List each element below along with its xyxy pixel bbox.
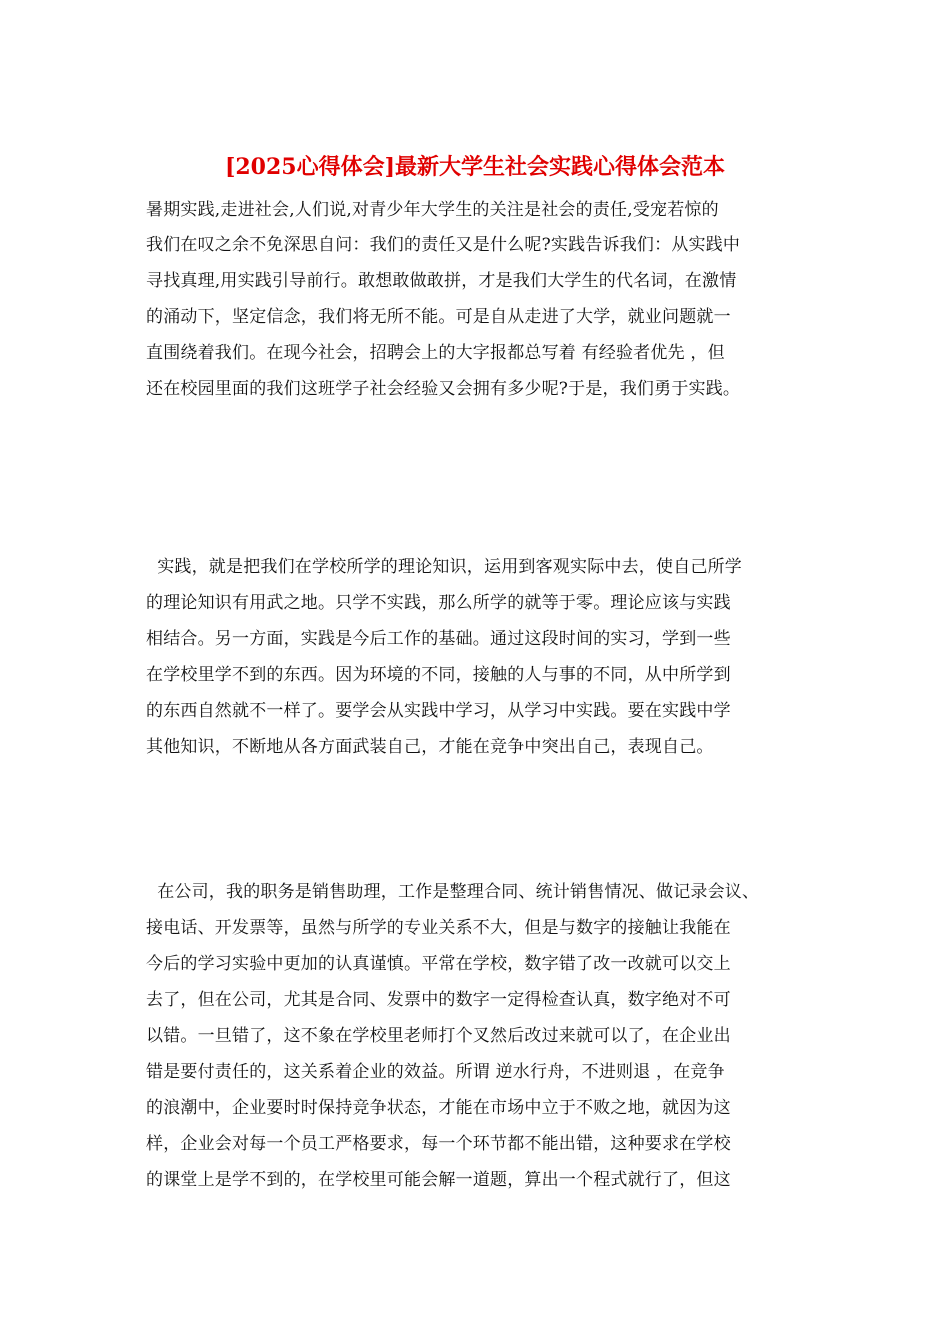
paragraph-2-line-3: 相结合。另一方面，实践是今后工作的基础。通过这段时间的实习，学到一些 [146,629,731,649]
paragraph-2-line-6: 其他知识，不断地从各方面武装自己，才能在竞争中突出自己，表现自己。 [146,737,714,757]
paragraph-2-line-5: 的东西自然就不一样了。要学会从实践中学习，从学习中实践。要在实践中学 [146,701,731,721]
paragraph-1-line-5: 直围绕着我们。在现今社会，招聘会上的大字报都总写着 有经验者优先 ，但 [146,343,725,363]
paragraph-3-line-7: 的浪潮中，企业要时时保持竞争状态，才能在市场中立于不败之地，就因为这 [146,1098,731,1118]
paragraph-2-line-1: 实践，就是把我们在学校所学的理论知识，运用到客观实际中去，使自己所学 [146,557,743,577]
document-title: [2025心得体会]最新大学生社会实践心得体会范本 [224,154,726,180]
paragraph-3-line-1: 在公司，我的职务是销售助理，工作是整理合同、统计销售情况、做记录会议、 [146,882,760,902]
paragraph-2-line-2: 的理论知识有用武之地。只学不实践，那么所学的就等于零。理论应该与实践 [146,593,731,613]
paragraph-3-line-4: 去了，但在公司，尤其是合同、发票中的数字一定得检查认真，数字绝对不可 [146,990,731,1010]
paragraph-1-line-4: 的涌动下，坚定信念，我们将无所不能。可是自从走进了大学，就业问题就一 [146,307,731,327]
paragraph-1-line-6: 还在校园里面的我们这班学子社会经验又会拥有多少呢?于是，我们勇于实践。 [146,379,741,399]
paragraph-1-line-1: 暑期实践,走进社会,人们说,对青少年大学生的关注是社会的责任,受宠若惊的 [146,200,719,220]
paragraph-3-line-9: 的课堂上是学不到的，在学校里可能会解一道题，算出一个程式就行了，但这 [146,1170,731,1190]
paragraph-1-line-2: 我们在叹之余不免深思自问：我们的责任又是什么呢?实践告诉我们：从实践中 [146,235,741,255]
paragraph-1-line-3: 寻找真理,用实践引导前行。敢想敢做敢拼，才是我们大学生的代名词，在激情 [146,271,737,291]
paragraph-3-line-8: 样，企业会对每一个员工严格要求，每一个环节都不能出错，这种要求在学校 [146,1134,731,1154]
paragraph-3-line-3: 今后的学习实验中更加的认真谨慎。平常在学校，数字错了改一改就可以交上 [146,954,731,974]
paragraph-3-line-5: 以错。一旦错了，这不象在学校里老师打个叉然后改过来就可以了，在企业出 [146,1026,731,1046]
paragraph-3-line-6: 错是要付责任的，这关系着企业的效益。所谓 逆水行舟，不进则退 ，在竞争 [146,1062,725,1082]
paragraph-2-line-4: 在学校里学不到的东西。因为环境的不同，接触的人与事的不同，从中所学到 [146,665,731,685]
paragraph-3-line-2: 接电话、开发票等，虽然与所学的专业关系不大，但是与数字的接触让我能在 [146,918,731,938]
